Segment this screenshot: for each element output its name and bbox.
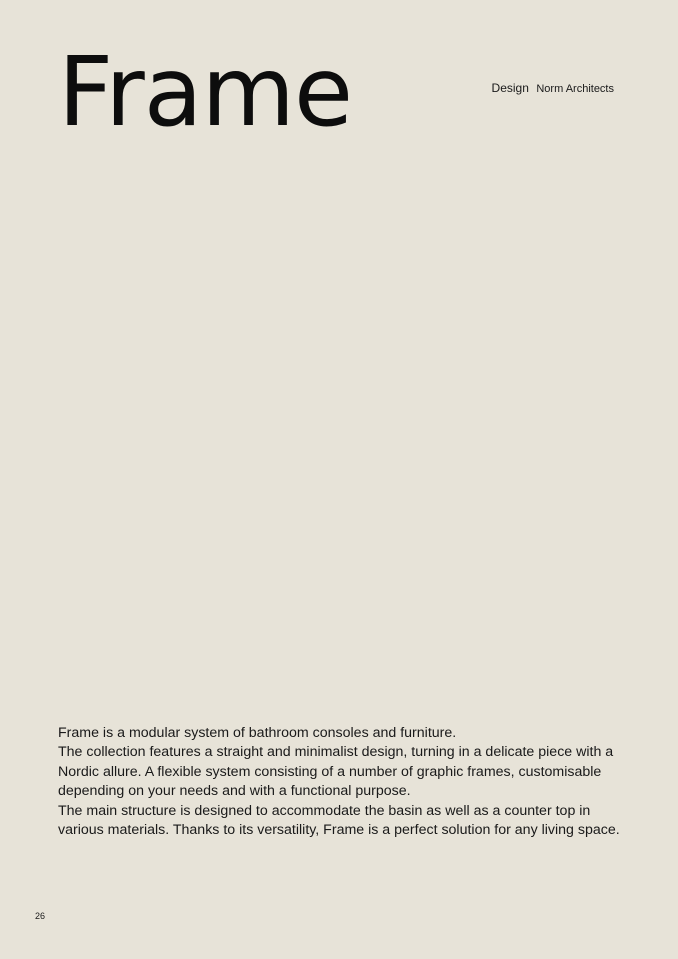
designer-name: Norm Architects [536,83,614,95]
description-paragraph: The main structure is designed to accommodate the basin as well as a counter top in various materials. Thanks to its versatility, Frame is a perfect solution for any living space. [58,802,620,839]
page-number: 26 [35,911,46,921]
designer-credit [492,79,614,97]
description-paragraph: Frame is a modular system of bathroom consoles and furniture. [58,725,457,741]
description-text [58,724,633,840]
page-title: Frame [58,36,353,148]
description-paragraph: The collection features a straight and minimalist design, turning in a delicate piece with a Nordic allure. A flexible system consisting of a number of graphic frames, customisable depending on your needs and with a functional purpose. [58,744,614,800]
credit-label: Design [491,81,529,95]
